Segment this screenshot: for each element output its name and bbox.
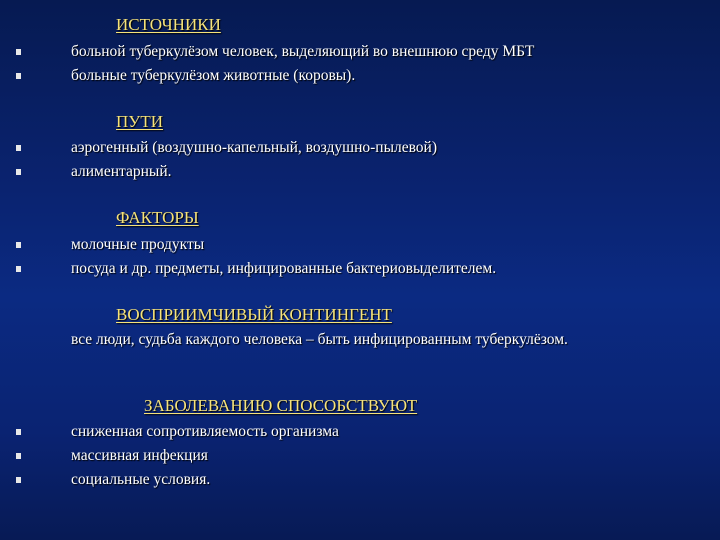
list-item-text: больной туберкулёзом человек, выделяющий во внешнюю среду МБТ xyxy=(71,43,535,60)
heading-factors: ФАКТОРЫ xyxy=(116,208,199,227)
bullet-icon xyxy=(16,242,21,248)
paragraph: все люди, судьба каждого человека – быть инфицированным туберкулёзом. xyxy=(71,331,568,348)
heading-sources: ИСТОЧНИКИ xyxy=(116,15,221,34)
bullet-icon xyxy=(16,169,21,175)
bullet-icon xyxy=(16,145,21,151)
list-item-text: сниженная сопротивляемость организма xyxy=(71,423,339,440)
list-item-text: молочные продукты xyxy=(71,236,205,253)
heading-contributing: ЗАБОЛЕВАНИЮ СПОСОБСТВУЮТ xyxy=(144,396,418,415)
list-item-text: больные туберкулёзом животные (коровы). xyxy=(71,67,356,84)
list-item-text: социальные условия. xyxy=(71,471,211,488)
bullet-icon xyxy=(16,453,21,459)
list-item-text: посуда и др. предметы, инфицированные бактериовыделителем. xyxy=(71,260,497,277)
bullet-icon xyxy=(16,266,21,272)
list-item-text: алиментарный. xyxy=(71,163,172,180)
heading-routes: ПУТИ xyxy=(116,112,163,131)
list-item-text: аэрогенный (воздушно-капельный, воздушно-пылевой) xyxy=(71,139,438,156)
list-item-text: массивная инфекция xyxy=(71,447,208,464)
heading-susceptible: ВОСПРИИМЧИВЫЙ КОНТИНГЕНТ xyxy=(116,305,392,324)
bullet-icon xyxy=(16,477,21,483)
bullet-icon xyxy=(16,429,21,435)
bullet-icon xyxy=(16,49,21,55)
bullet-icon xyxy=(16,73,21,79)
